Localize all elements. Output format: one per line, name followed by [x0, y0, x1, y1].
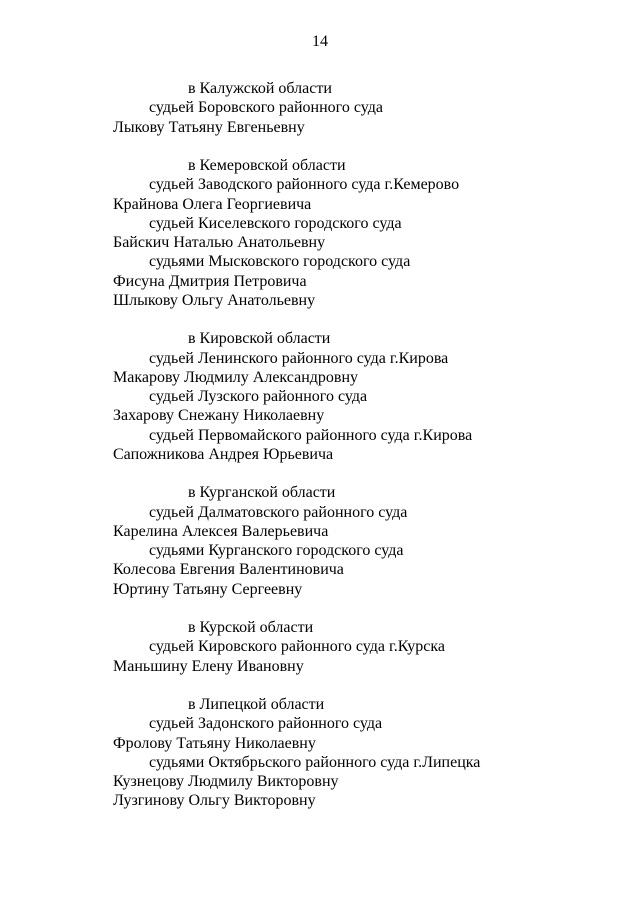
judge-name: Шлыкову Ольгу Анатольевну — [113, 291, 316, 309]
court-line: судьей Лузского районного суда — [149, 388, 368, 405]
judge-name: Маньшину Елену Ивановну — [113, 657, 304, 675]
court-line: судьями Мысковского городского суда — [149, 253, 411, 271]
region-section — [113, 618, 613, 676]
judge-name: Юртину Татьяну Сергеевну — [113, 580, 303, 598]
region-section — [113, 483, 613, 599]
judge-name: Крайнова Олега Георгиевича — [113, 195, 312, 213]
judge-name: Фролову Татьяну Николаевну — [113, 734, 316, 752]
court-line: судьей Заводского районного суда г.Кемерово — [149, 176, 460, 194]
judge-name: Карелина Алексея Валерьевича — [113, 522, 329, 540]
judge-name: Фисуна Дмитрия Петровича — [113, 272, 307, 290]
region-section — [113, 329, 613, 464]
judge-name: Колесова Евгения Валентиновича — [113, 561, 344, 579]
region-section — [113, 695, 613, 811]
region-section — [113, 156, 613, 310]
court-line: судьями Октябрьского районного суда г.Липецка — [149, 753, 481, 771]
region-heading: в Липецкой области — [188, 696, 325, 713]
court-line: судьей Далматовского районного суда — [149, 503, 408, 521]
judge-name: Байскич Наталью Анатольевну — [113, 234, 326, 251]
region-section — [113, 79, 613, 137]
court-line: судьями Курганского городского суда — [149, 542, 404, 559]
court-line: судьей Задонского районного суда — [149, 715, 383, 733]
judge-name: Сапожникова Андрея Юрьевича — [113, 445, 334, 463]
court-line: судьей Киселевского городского суда — [149, 214, 402, 232]
document-body — [113, 79, 613, 830]
judge-name: Лыкову Татьяну Евгеньевну — [113, 118, 305, 136]
judge-name: Лузгинову Ольгу Викторовну — [113, 792, 316, 810]
region-heading: в Кемеровской области — [188, 157, 346, 174]
judge-name: Захарову Снежану Николаевну — [113, 407, 325, 425]
region-heading: в Курской области — [188, 619, 314, 636]
region-heading: в Курганской области — [188, 484, 336, 502]
region-heading: в Кировской области — [188, 330, 331, 348]
court-line: судьей Ленинского районного суда г.Кирова — [149, 349, 449, 367]
judge-name: Кузнецову Людмилу Викторовну — [113, 773, 339, 790]
page-number: 14 — [312, 33, 328, 50]
court-line: судьей Кировского районного суда г.Курска — [149, 638, 445, 656]
region-heading: в Калужской области — [188, 80, 332, 97]
court-line: судьей Боровского районного суда — [149, 99, 383, 117]
judge-name: Макарову Людмилу Александровну — [113, 368, 359, 386]
court-line: судьей Первомайского районного суда г.Кирова — [149, 426, 473, 444]
